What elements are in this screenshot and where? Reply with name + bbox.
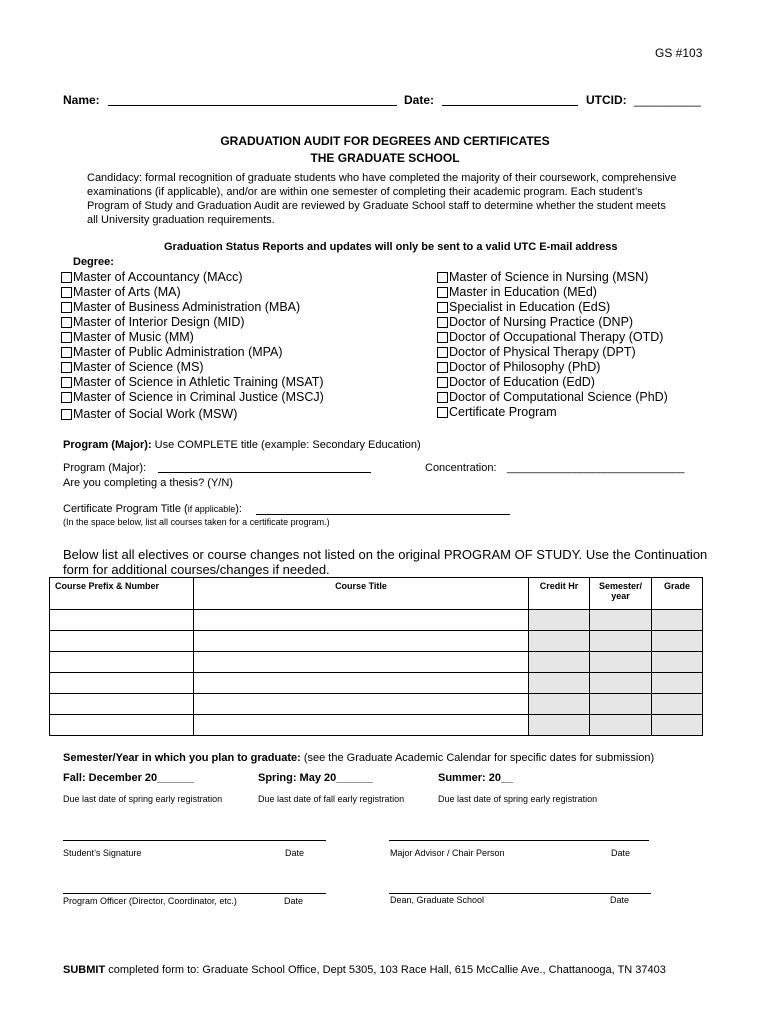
electives-line-1: Below list all electives or course changes not listed on the original PROGRAM OF STUDY. Use the Continuation [63,547,708,562]
right-degree-option[interactable] [437,390,668,404]
checkbox[interactable] [437,332,448,343]
electives-line-2: form for additional courses/changes if needed. [63,562,330,577]
checkbox[interactable] [61,409,72,420]
table-row [50,673,703,694]
degree-label: Degree: [73,256,114,268]
dean-signature-label: Dean, Graduate School [390,895,485,905]
degree-label: Doctor of Occupational Therapy (OTD) [449,330,664,344]
cell-semester[interactable] [590,715,652,736]
checkbox[interactable] [61,287,72,298]
checkbox[interactable] [61,332,72,343]
advisor-signature-label: Major Advisor / Chair Person [390,848,505,858]
checkbox[interactable] [437,392,448,403]
cell-semester[interactable] [590,694,652,715]
cell-credit[interactable] [529,652,590,673]
degree-label: Specialist in Education (EdS) [449,300,611,314]
checkbox[interactable] [61,392,72,403]
name-field[interactable] [108,105,397,106]
major-field[interactable] [158,472,371,473]
major-label: Program (Major): [63,462,147,474]
concentration-field[interactable]: _____________________________ [507,462,685,474]
cell-prefix[interactable] [50,610,194,631]
col-title: Course Title [194,578,529,610]
cell-credit[interactable] [529,673,590,694]
student-signature-line[interactable] [63,840,326,841]
degree-label: Master of Science in Nursing (MSN) [449,270,649,284]
left-degree-option[interactable] [61,407,237,421]
candidacy-line-2: examinations (if applicable), and/or are within one semester of completing their academic program. Each student’s [87,186,643,198]
right-degree-option[interactable] [437,360,600,374]
table-row [50,631,703,652]
candidacy-line-3: Program of Study and Graduation Audit are reviewed by Graduate School staff to determine whether the student meets [87,200,666,212]
dean-date-label: Date [610,895,630,905]
left-degree-option[interactable] [61,270,243,284]
cell-title[interactable] [194,610,529,631]
name-label: Name: [63,93,100,107]
utcid-field[interactable]: __________ [634,93,701,107]
form-id: GS #103 [655,46,703,60]
degree-label: Doctor of Physical Therapy (DPT) [449,345,636,359]
cell-grade[interactable] [652,610,703,631]
cell-grade[interactable] [652,694,703,715]
degree-label: Doctor of Education (EdD) [449,375,595,389]
left-degree-option[interactable] [61,360,204,374]
left-degree-option[interactable] [61,390,324,404]
degree-label: Doctor of Computational Science (PhD) [449,390,668,404]
table-row [50,610,703,631]
cell-credit[interactable] [529,631,590,652]
right-degree-option[interactable] [437,330,663,344]
degree-label: Master in Education (MEd) [449,285,597,299]
fall-field[interactable]: Fall: December 20______ [63,772,194,784]
checkbox[interactable] [61,317,72,328]
page-subtitle: THE GRADUATE SCHOOL [310,151,460,165]
checkbox[interactable] [61,377,72,388]
date-field[interactable] [442,105,578,106]
graduate-plan-heading: Semester/Year in which you plan to graduate: (see the Graduate Academic Calendar for specific dates for submission) [63,752,655,764]
checkbox[interactable] [437,347,448,358]
cell-prefix[interactable] [50,715,194,736]
date-label: Date: [404,93,435,107]
table-row [50,652,703,673]
cell-grade[interactable] [652,715,703,736]
degree-label: Master of Science in Athletic Training (MSAT) [73,375,324,389]
checkbox[interactable] [437,407,448,418]
cell-grade[interactable] [652,652,703,673]
spring-field[interactable]: Spring: May 20______ [258,772,373,784]
checkbox[interactable] [61,347,72,358]
concentration-label: Concentration: [425,462,497,474]
checkbox[interactable] [437,272,448,283]
page-title: GRADUATION AUDIT FOR DEGREES AND CERTIFICATES [220,134,550,148]
table-row [50,694,703,715]
checkbox[interactable] [437,362,448,373]
cell-semester[interactable] [590,631,652,652]
checkbox[interactable] [437,317,448,328]
cell-semester[interactable] [590,673,652,694]
degree-label: Master of Science in Criminal Justice (MSCJ) [73,390,324,404]
cell-title[interactable] [194,673,529,694]
student-signature-label: Student’s Signature [63,848,142,858]
cell-prefix[interactable] [50,652,194,673]
summer-field[interactable]: Summer: 20__ [438,772,514,784]
checkbox[interactable] [61,362,72,373]
degree-label: Doctor of Philosophy (PhD) [449,360,601,374]
course-table [49,577,703,736]
spring-note: Due last date of fall early registration [258,794,405,804]
submit-instructions: SUBMIT completed form to: Graduate School Office, Dept 5305, 103 Race Hall, 615 McCallie Ave., Chattanooga, TN 37403 [63,964,666,976]
right-degree-option[interactable] [437,285,597,299]
officer-signature-line[interactable] [63,893,326,894]
cell-title[interactable] [194,694,529,715]
left-degree-option[interactable] [61,330,194,344]
degree-label: Master of Accountancy (MAcc) [73,270,243,284]
cell-grade[interactable] [652,673,703,694]
program-heading: Program (Major): Use COMPLETE title (example: Secondary Education) [63,439,421,451]
cell-prefix[interactable] [50,673,194,694]
col-credit: Credit Hr [529,578,590,610]
cell-credit[interactable] [529,715,590,736]
left-degree-option[interactable] [61,285,181,299]
thesis-question: Are you completing a thesis? (Y/N) [63,477,233,489]
checkbox[interactable] [61,272,72,283]
dean-signature-line[interactable] [389,893,651,894]
col-semester: Semester/ year [590,578,652,610]
officer-signature-label: Program Officer (Director, Coordinator, etc.) [63,896,237,906]
right-degree-option[interactable] [437,345,636,359]
candidacy-line-1: Candidacy: formal recognition of graduate students who have completed the majority of their coursework, comprehensive [87,172,677,184]
utcid-label: UTCID: [586,93,627,107]
col-grade: Grade [652,578,703,610]
certificate-field[interactable] [256,514,510,515]
degree-label: Master of Public Administration (MPA) [73,345,283,359]
cell-prefix[interactable] [50,694,194,715]
right-degree-option[interactable] [437,270,648,284]
cell-title[interactable] [194,715,529,736]
advisor-signature-line[interactable] [389,840,649,841]
degree-label: Certificate Program [449,405,557,419]
cell-grade[interactable] [652,631,703,652]
checkbox[interactable] [437,287,448,298]
advisor-date-label: Date [611,848,631,858]
right-degree-option[interactable] [437,375,595,389]
student-date-label: Date [285,848,305,858]
cell-title[interactable] [194,652,529,673]
checkbox[interactable] [61,302,72,313]
degree-label: Master of Business Administration (MBA) [73,300,301,314]
table-row [50,715,703,736]
degree-label: Master of Science (MS) [73,360,204,374]
cell-semester[interactable] [590,610,652,631]
certificate-label: Certificate Program Title (if applicable): [63,503,242,515]
degree-label: Master of Social Work (MSW) [73,407,238,421]
left-degree-option[interactable] [61,375,324,389]
cell-semester[interactable] [590,652,652,673]
cell-title[interactable] [194,631,529,652]
right-degree-option[interactable] [437,315,633,329]
table-header-row [50,578,703,610]
summer-note: Due last date of spring early registration [438,794,598,804]
cell-credit[interactable] [529,610,590,631]
degree-label: Master of Arts (MA) [73,285,181,299]
officer-date-label: Date [284,896,304,906]
degree-label: Master of Music (MM) [73,330,194,344]
candidacy-line-4: all University graduation requirements. [87,214,275,226]
checkbox[interactable] [437,377,448,388]
left-degree-option[interactable] [61,345,283,359]
degree-label: Doctor of Nursing Practice (DNP) [449,315,634,329]
status-notice: Graduation Status Reports and updates will only be sent to a valid UTC E-mail address [164,241,618,253]
cell-credit[interactable] [529,694,590,715]
degree-label: Master of Interior Design (MID) [73,315,245,329]
left-degree-option[interactable] [61,300,300,314]
certificate-note: (In the space below, list all courses taken for a certificate program.) [63,517,330,527]
left-degree-option[interactable] [61,315,245,329]
fall-note: Due last date of spring early registration [63,794,223,804]
right-degree-option[interactable] [437,300,610,314]
cell-prefix[interactable] [50,631,194,652]
right-degree-option[interactable] [437,405,557,419]
checkbox[interactable] [437,302,448,313]
col-prefix: Course Prefix & Number [50,578,194,610]
